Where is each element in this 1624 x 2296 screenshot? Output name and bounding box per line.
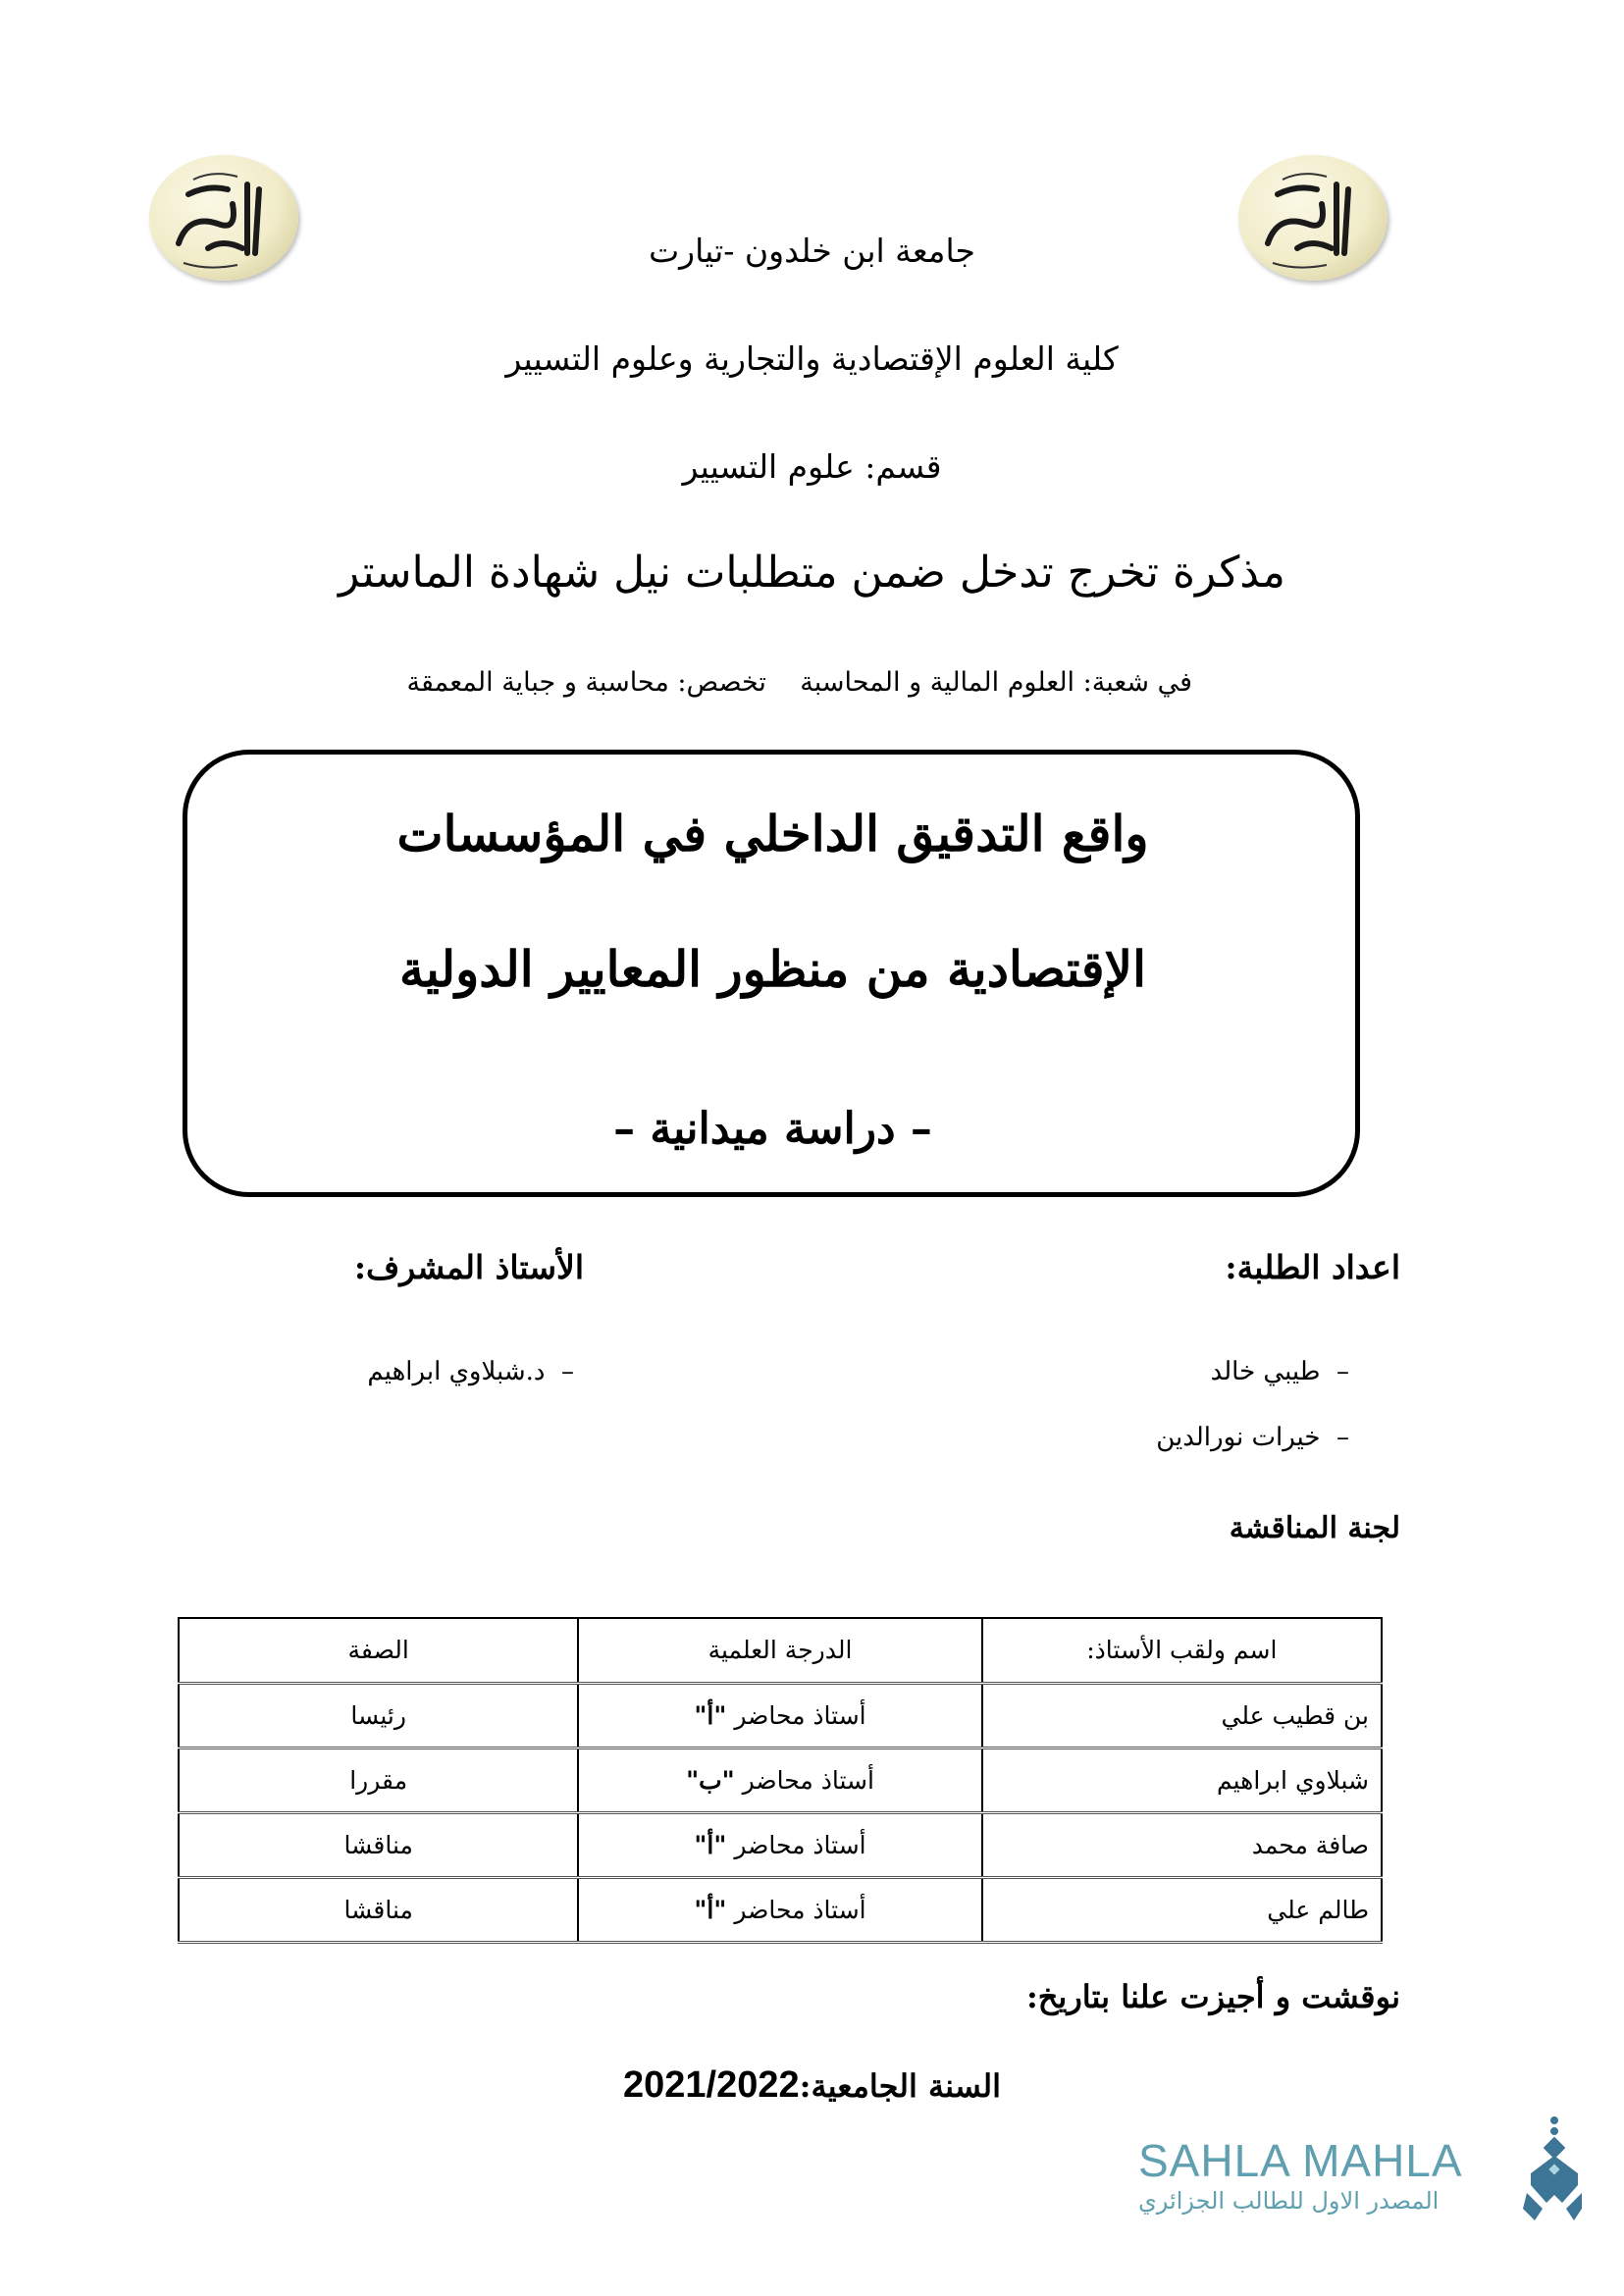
supervisor-heading: الأستاذ المشرف: (353, 1248, 584, 1286)
defense-date-label: نوقشت و أجيزت علنا بتاريخ: (1025, 1978, 1400, 2015)
column-header-name: اسم ولقب الأستاذ: (982, 1618, 1382, 1683)
academic-year (0, 2064, 1624, 2107)
university-name: جامعة ابن خلدون -تيارت (649, 232, 975, 270)
academic-year-label: السنة الجامعية: (799, 2067, 1002, 2105)
table-row (179, 1748, 1382, 1812)
watermark-tagline: المصدر الاول للطالب الجزائري (1138, 2187, 1440, 2215)
student-name: – خيرات نورالدين (1156, 1423, 1349, 1452)
member-name: بن قطيب علي (982, 1683, 1382, 1748)
column-header-grade: الدرجة العلمية (578, 1618, 981, 1683)
thesis-type: مذكرة تخرج تدخل ضمن متطلبات نيل شهادة الماستر (339, 548, 1285, 598)
thesis-title-line-2: الإقتصادية من منظور المعايير الدولية (399, 940, 1146, 998)
sahla-mahla-watermark (1138, 2134, 1550, 2227)
thesis-subtitle: – دراسة ميدانية – (613, 1104, 932, 1154)
table-row (179, 1877, 1382, 1942)
member-role: مقررا (179, 1748, 578, 1812)
academic-year-value: 2021/2022 (622, 2064, 800, 2106)
department-name: قسم: علوم التسيير (682, 447, 942, 486)
table-row (179, 1812, 1382, 1877)
member-name: طالم علي (982, 1877, 1382, 1942)
member-name: شبلاوي ابراهيم (982, 1748, 1382, 1812)
committee-heading: لجنة المناقشة (1229, 1511, 1400, 1545)
member-role: مناقشا (179, 1812, 578, 1877)
table-row (179, 1683, 1382, 1748)
table-header-row (179, 1618, 1382, 1683)
member-grade: أستاذ محاضر "أ" (578, 1812, 981, 1877)
supervisor-name: – د.شبلاوي ابراهيم (367, 1357, 574, 1386)
column-header-role: الصفة (179, 1618, 578, 1683)
student-name: – طيبي خالد (1210, 1357, 1349, 1386)
committee-table (178, 1617, 1383, 1944)
branch-specialty: في شعبة: العلوم المالية و المحاسبة تخصص: محاسبة و جباية المعمقة (406, 667, 1192, 698)
thesis-title-line-1: واقع التدقيق الداخلي في المؤسسات (396, 805, 1149, 862)
faculty-name: كلية العلوم الإقتصادية والتجارية وعلوم التسيير (505, 339, 1119, 378)
watermark-brand: SAHLA MAHLA (1138, 2135, 1463, 2186)
member-grade: أستاذ محاضر "ب" (578, 1748, 981, 1812)
students-heading: اعداد الطلبة: (1225, 1248, 1400, 1286)
member-role: رئيسا (179, 1683, 578, 1748)
member-role: مناقشا (179, 1877, 578, 1942)
member-grade: أستاذ محاضر "أ" (578, 1683, 981, 1748)
member-grade: أستاذ محاضر "أ" (578, 1877, 981, 1942)
member-name: صافة محمد (982, 1812, 1382, 1877)
sahla-mahla-logo-icon (1523, 2114, 1582, 2227)
